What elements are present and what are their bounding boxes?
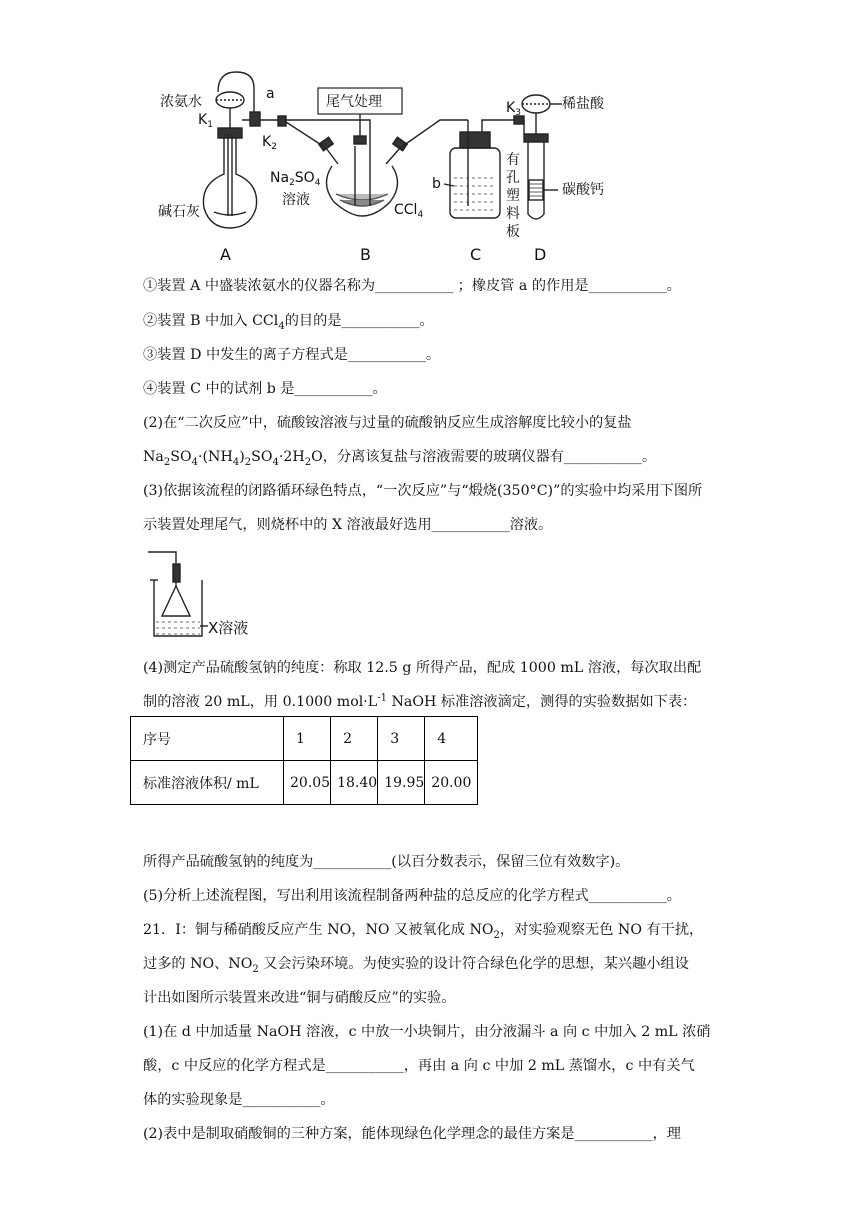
svg-text:K1 [198, 112, 213, 130]
label-k1-sub: 1 [207, 120, 213, 130]
label-b: b [432, 176, 441, 192]
label-k2-sub: 2 [271, 142, 277, 152]
label-soda-lime: 碱石灰 [158, 204, 200, 220]
question-line-15: 计出如图所示装置来改进“铜与硝酸反应”的实验。 [143, 990, 456, 1006]
svg-text:K3 [506, 100, 521, 118]
label-perforated-3: 塑 [506, 188, 520, 204]
label-perforated-5: 板 [506, 224, 520, 240]
table-cell: 3 [378, 717, 425, 761]
label-k3: K [506, 100, 516, 116]
question-line-13: 21．I：铜与稀硝酸反应产生 NO，NO 又被氧化成 $NO_2$，对实验观察无色 NO 有干扰， [143, 922, 704, 941]
label-na2so4-b: 2 [289, 178, 295, 188]
label-C: C [470, 245, 482, 264]
label-perforated-4: 料 [506, 206, 520, 222]
label-na2so4-d: 4 [314, 178, 321, 188]
titration-table [130, 716, 478, 805]
label-dilute-hcl: 稀盐酸 [562, 96, 604, 112]
label-conc-ammonia: 浓氨水 [160, 94, 202, 110]
label-perforated-1: 有 [506, 152, 520, 168]
question-line-8: 示装置处理尾气，则烧杯中的 X 溶液最好选用___________溶液。 [143, 517, 553, 533]
question-line-6: $Na_2SO_4\cdot(NH_4)_2SO_4\cdot 2H_2O$，分离该复盐与溶液需要的玻璃仪器有___________。 [143, 449, 657, 468]
svg-text:CCl4 [394, 202, 423, 220]
label-solution: 溶液 [282, 192, 310, 208]
svg-text:Na2SO4 [270, 170, 321, 188]
table-cell: 18.40 [331, 761, 378, 805]
label-x-solution: X溶液 [208, 619, 249, 637]
label-D: D [534, 245, 547, 264]
label-k1: K [198, 112, 208, 128]
label-ccl4-b: 4 [417, 210, 424, 220]
question-line-4: ④装置 C 中的试剂 b 是___________。 [143, 381, 387, 397]
table-row [131, 717, 478, 761]
question-line-2: ②装置 B 中加入 CCl$_4$的目的是___________。 [143, 313, 434, 332]
label-tail-gas: 尾气处理 [326, 94, 382, 110]
label-na2so4-c: SO [294, 170, 315, 186]
question-line-7: (3)依据该流程的闭路循环绿色特点，“一次反应”与“煅烧(350°C)”的实验中均采用下图所 [143, 483, 703, 499]
table-cell: 20.00 [425, 761, 478, 805]
table-cell: 20.05 [284, 761, 331, 805]
question-line-5: (2)在“二次反应”中，硫酸铵溶液与过量的硫酸钠反应生成溶解度比较小的复盐 [143, 415, 632, 431]
label-a: a [266, 86, 275, 102]
question-line-16: (1)在 d 中加适量 NaOH 溶液，c 中放一小块铜片，由分液漏斗 a 向 c 中加入 2 mL 浓硝 [143, 1024, 711, 1040]
label-na2so4-a: Na [270, 170, 290, 186]
label-perforated-2: 孔 [506, 170, 520, 186]
label-A: A [220, 245, 231, 264]
apparatus-figure [150, 66, 630, 266]
label-B: B [360, 245, 371, 264]
label-k2: K [262, 134, 272, 150]
question-line-19: (2)表中是制取硝酸铜的三种方案，能体现绿色化学理念的最佳方案是___________，理 [143, 1126, 681, 1142]
table-cell: 19.95 [378, 761, 425, 805]
table-row [131, 761, 478, 805]
table-cell: 1 [284, 717, 331, 761]
table-cell: 2 [331, 717, 378, 761]
label-caco3: 碳酸钙 [562, 182, 604, 198]
label-ccl4-a: CCl [394, 202, 418, 218]
question-line-9: (4)测定产品硫酸氢钠的纯度：称取 12.5 g 所得产品，配成 1000 mL 溶液，每次取出配 [143, 660, 702, 676]
question-line-1: ①装置 A 中盛装浓氨水的仪器名称为___________ ；橡皮管 a 的作用是___________。 [143, 278, 681, 294]
question-line-11: 所得产品硫酸氢钠的纯度为___________(以百分数表示，保留三位有效数字)。 [143, 854, 630, 870]
question-line-18: 体的实验现象是___________。 [143, 1092, 335, 1108]
question-line-14: 过多的 NO、$NO_2$ 又会污染环境。为使实验的设计符合绿色化学的思想，某兴趣小组设 [143, 956, 689, 975]
question-line-17: 酸，c 中反应的化学方程式是___________，再由 a 向 c 中加 2 mL 蒸馏水，c 中有关气 [143, 1058, 695, 1074]
svg-text:K2 [262, 134, 277, 152]
table-cell: 序号 [131, 717, 284, 761]
table-cell: 标准溶液体积/ mL [131, 761, 284, 805]
question-line-3: ③装置 D 中发生的离子方程式是___________。 [143, 347, 441, 363]
beaker-figure [144, 546, 274, 642]
label-k3-sub: 3 [515, 108, 521, 118]
table-cell: 4 [425, 717, 478, 761]
question-line-10: 制的溶液 20 mL，用 0.1000 $mol\cdot L^{-1}$ NaOH 标准溶液滴定，测得的实验数据如下表： [143, 692, 697, 710]
question-line-12: (5)分析上述流程图，写出利用该流程制备两种盐的总反应的化学方程式___________。 [143, 888, 681, 904]
